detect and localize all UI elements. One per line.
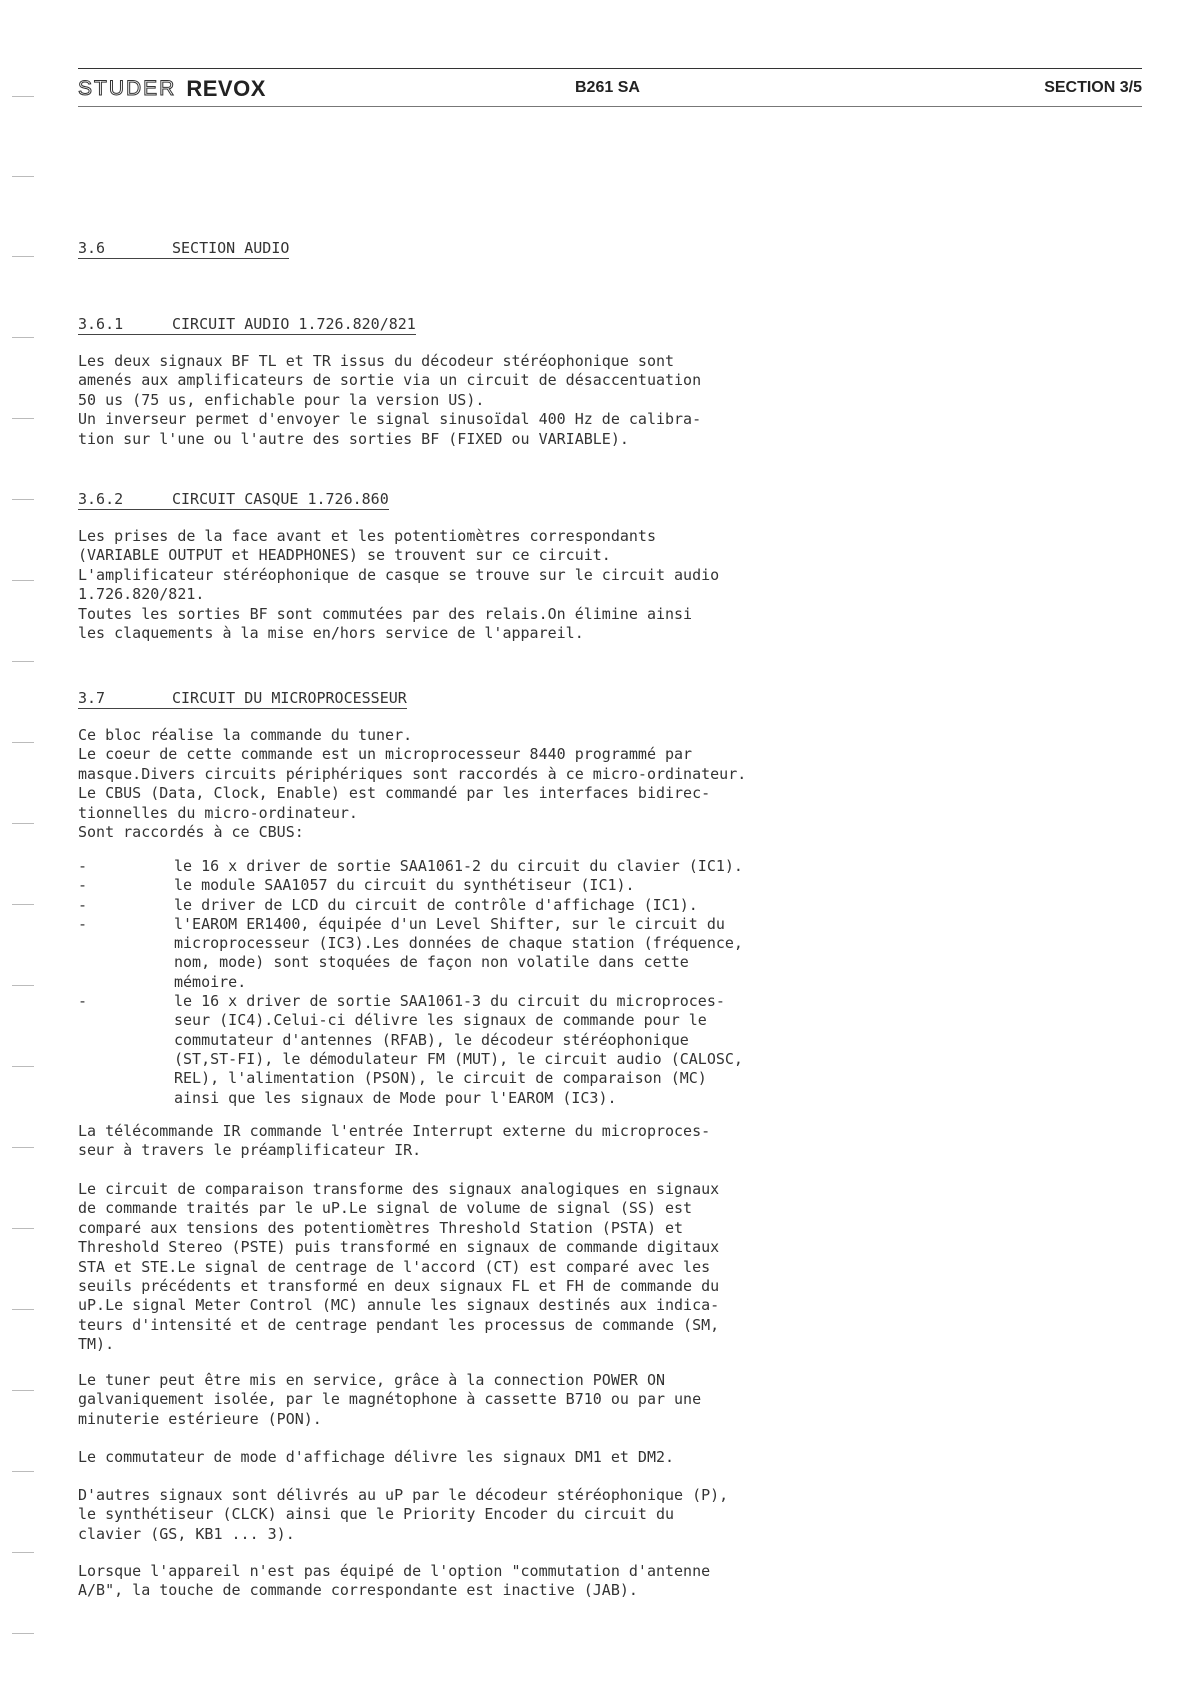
margin-tick: [12, 1309, 34, 1310]
margin-tick: [12, 1066, 34, 1067]
margin-tick: [12, 823, 34, 824]
paragraph-comparison-circuit: Le circuit de comparaison transforme des signaux analogiques en signaux de commande traités par le uP.Le signal de volume de signal (SS) est comparé aux tensions des potentiomètres Threshold Station (PSTA) et Threshold Stereo (PSTE) puis transformé en signaux de commande digitaux STA et STE.Le signal de centrage de l'accord (CT) est comparé avec les seuils précédents et transformé en deux signaux FL et FH de commande du uP.Le signal Meter Control (MC) annule les signaux destinés aux indica- teurs d'intensité et de centrage pendant les processus de commande (SM, TM).: [78, 1180, 720, 1354]
margin-tick: [12, 1228, 34, 1229]
logo-revox: REVOX: [186, 76, 266, 101]
margin-tick: [12, 176, 34, 177]
list-item-text: le driver de LCD du circuit de contrôle d'affichage (IC1).: [174, 895, 698, 914]
studer-revox-logo: [78, 76, 266, 102]
margin-tick: [12, 1471, 34, 1472]
section-number: 3.6.1: [78, 315, 124, 333]
margin-tick: [12, 1390, 34, 1391]
margin-tick: [12, 1552, 34, 1553]
section-title: CIRCUIT DU MICROPROCESSEUR: [172, 689, 407, 707]
section-title: CIRCUIT CASQUE 1.726.860: [172, 490, 389, 508]
paragraph-microprocessor-intro: Ce bloc réalise la commande du tuner. Le coeur de cette commande est un microprocesseur 8440 programmé par masque.Divers circuits périphériques sont raccordés à ce micro-ordinateur. Le CBUS (Data, Clock, Enable) est commandé par les interfaces bidirec- tionnelles du micro-ordinateur. Sont raccordés à ce CBUS:: [78, 726, 747, 842]
margin-tick: [12, 1147, 34, 1148]
list-dash: -: [78, 914, 88, 933]
margin-tick: [12, 256, 34, 257]
heading-3-6: [78, 239, 289, 259]
paragraph-ir-remote: La télécommande IR commande l'entrée Interrupt externe du microproces- seur à travers le préamplificateur IR.: [78, 1122, 711, 1160]
section-number: 3.6: [78, 239, 106, 257]
list-dash: -: [78, 992, 88, 1011]
list-item-text: le 16 x driver de sortie SAA1061-3 du circuit du microproces- seur (IC4).Celui-ci délivre les signaux de commande pour le commutateur d'antennes (RFAB), le décodeur stéréophonique (ST,ST-FI), le démodulateur FM (MUT), le circuit audio (CALOSC, REL), l'alimentation (PSON), le circuit de comparaison (MC) ainsi que les signaux de Mode pour l'EAROM (IC3).: [174, 992, 743, 1107]
paragraph-audio-circuit: Les deux signaux BF TL et TR issus du décodeur stéréophonique sont amenés aux amplificateurs de sortie via un circuit de désaccentuation 50 us (75 us, enfichable pour la version US). Un inverseur permet d'envoyer le signal sinusoïdal 400 Hz de calibra- tion sur l'une ou l'autre des sorties BF (FIXED ou VARIABLE).: [78, 352, 702, 448]
list-item-text: le module SAA1057 du circuit du synthétiseur (IC1).: [174, 876, 635, 895]
heading-3-6-2: [78, 490, 389, 510]
list-item: [78, 896, 1118, 915]
heading-3-6-1: [78, 315, 416, 335]
header-model: B261 SA: [575, 79, 640, 96]
list-item: [78, 857, 1118, 876]
list-item-text: l'EAROM ER1400, équipée d'un Level Shifter, sur le circuit du microprocesseur (IC3).Les données de chaque station (fréquence, nom, mode) sont stoquées de façon non volatile dans cette mémoire.: [174, 914, 743, 991]
list-item-text: le 16 x driver de sortie SAA1061-2 du circuit du clavier (IC1).: [174, 857, 743, 875]
paragraph-antenna-option: Lorsque l'appareil n'est pas équipé de l'option "commutation d'antenne A/B", la touche de commande correspondante est inactive (JAB).: [78, 1562, 711, 1600]
margin-tick: [12, 337, 34, 338]
margin-tick: [12, 1633, 34, 1634]
margin-tick: [12, 742, 34, 743]
list-item: [78, 915, 1118, 992]
list-item: [78, 992, 1118, 1108]
paragraph-headphone-circuit: Les prises de la face avant et les potentiomètres correspondants (VARIABLE OUTPUT et HEADPHONES) se trouvent sur ce circuit. L'amplificateur stéréophonique de casque se trouve sur le circuit audio 1.726.820/821. Toutes les sorties BF sont commutées par des relais.On élimine ainsi les claquements à la mise en/hors service de l'appareil.: [78, 527, 720, 643]
margin-tick: [12, 985, 34, 986]
logo-studer: STUDER: [78, 77, 177, 100]
section-title: CIRCUIT AUDIO 1.726.820/821: [172, 315, 416, 333]
header-bottom-rule: [78, 106, 1142, 107]
paragraph-display-mode: Le commutateur de mode d'affichage délivre les signaux DM1 et DM2.: [78, 1448, 675, 1466]
margin-tick: [12, 96, 34, 97]
header-top-rule: [78, 68, 1142, 69]
margin-tick: [12, 661, 34, 662]
section-title: SECTION AUDIO: [172, 239, 290, 257]
paragraph-other-signals: D'autres signaux sont délivrés au uP par le décodeur stéréophonique (P), le synthétiseur (CLCK) ainsi que le Priority Encoder du circuit du clavier (GS, KB1 ... 3).: [78, 1486, 729, 1543]
margin-tick: [12, 904, 34, 905]
paragraph-power-on: Le tuner peut être mis en service, grâce à la connection POWER ON galvaniquement isolée, par le magnétophone à cassette B710 ou par une minuterie estérieure (PON).: [78, 1371, 702, 1428]
margin-tick: [12, 580, 34, 581]
margin-tick: [12, 418, 34, 419]
header-section: SECTION 3/5: [1044, 79, 1142, 96]
section-number: 3.6.2: [78, 490, 124, 508]
cbus-device-list: [78, 857, 1118, 1108]
list-dash: -: [78, 857, 88, 875]
list-dash: -: [78, 895, 88, 914]
heading-3-7: [78, 689, 407, 709]
section-number: 3.7: [78, 689, 106, 707]
margin-tick: [12, 499, 34, 500]
list-dash: -: [78, 876, 88, 895]
list-item: [78, 876, 1118, 895]
